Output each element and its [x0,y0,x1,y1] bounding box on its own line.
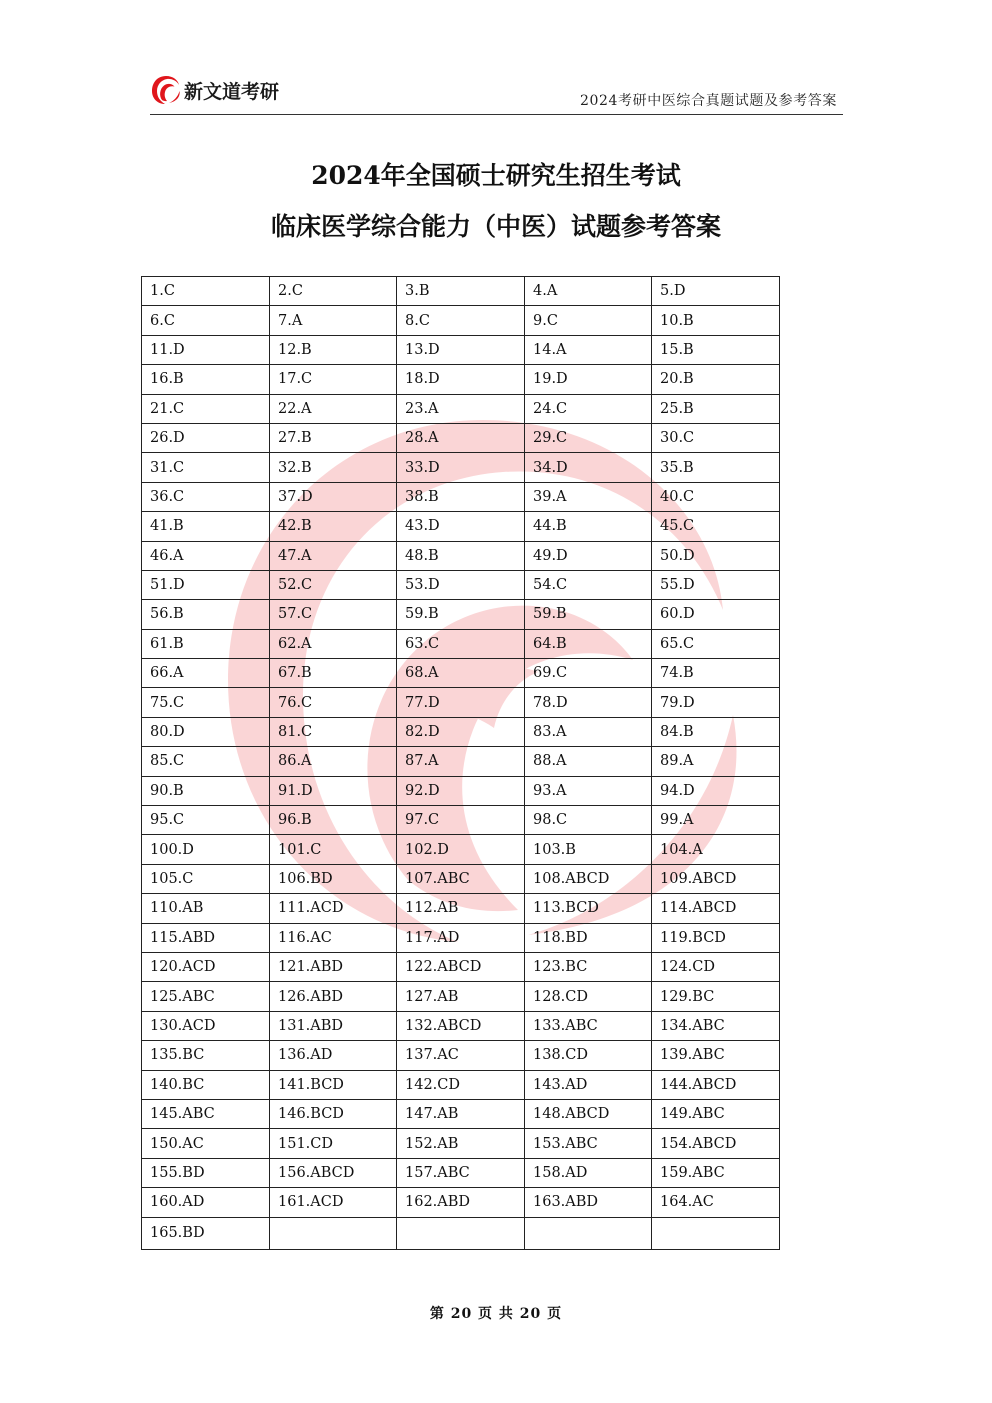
table-row [142,688,780,717]
answer-cell: 22.A [270,394,397,423]
table-row [142,1011,780,1040]
answer-cell: 17.C [270,365,397,394]
answer-cell: 29.C [525,423,652,452]
answer-cell: 12.B [270,335,397,364]
answer-cell: 10.B [652,306,780,335]
table-row [142,570,780,599]
answer-cell: 126.ABD [270,982,397,1011]
answer-cell: 140.BC [142,1070,270,1099]
answer-cell: 98.C [525,806,652,835]
answer-cell [270,1217,397,1249]
answer-cell: 133.ABC [525,1011,652,1040]
table-row [142,659,780,688]
logo-text: 新文道考研 [184,80,280,103]
table-row [142,629,780,658]
answer-cell: 158.AD [525,1158,652,1187]
answer-cell: 147.AB [397,1099,525,1128]
brand-logo [150,74,279,106]
table-row [142,1099,780,1128]
answer-cell: 6.C [142,306,270,335]
table-row [142,1158,780,1187]
answer-cell: 99.A [652,806,780,835]
answer-cell: 82.D [397,717,525,746]
answer-cell: 28.A [397,423,525,452]
answer-cell: 144.ABCD [652,1070,780,1099]
answer-cell: 89.A [652,747,780,776]
answer-cell: 64.B [525,629,652,658]
answer-cell: 94.D [652,776,780,805]
answer-cell [525,1217,652,1249]
answer-cell: 4.A [525,277,652,306]
table-row [142,1188,780,1217]
answer-cell: 135.BC [142,1041,270,1070]
answer-cell: 130.ACD [142,1011,270,1040]
answer-cell: 156.ABCD [270,1158,397,1187]
answer-cell: 84.B [652,717,780,746]
answer-cell: 164.AC [652,1188,780,1217]
answer-cell: 128.CD [525,982,652,1011]
answer-cell: 54.C [525,570,652,599]
answer-cell: 111.ACD [270,894,397,923]
answer-cell: 52.C [270,570,397,599]
answer-cell: 83.A [525,717,652,746]
answer-cell: 163.ABD [525,1188,652,1217]
answer-cell: 127.AB [397,982,525,1011]
table-row [142,1041,780,1070]
answer-cell: 81.C [270,717,397,746]
table-row [142,982,780,1011]
answer-cell: 25.B [652,394,780,423]
answer-cell: 45.C [652,512,780,541]
table-row [142,335,780,364]
table-row [142,776,780,805]
answer-cell: 27.B [270,423,397,452]
answer-cell: 49.D [525,541,652,570]
table-row [142,541,780,570]
answer-cell: 107.ABC [397,864,525,893]
answer-cell: 39.A [525,482,652,511]
answer-cell: 31.C [142,453,270,482]
answer-cell: 87.A [397,747,525,776]
answer-cell: 57.C [270,600,397,629]
answer-cell [652,1217,780,1249]
table-row [142,423,780,452]
answer-cell: 97.C [397,806,525,835]
answer-cell: 34.D [525,453,652,482]
answer-cell: 2.C [270,277,397,306]
answer-cell: 66.A [142,659,270,688]
answer-cell: 55.D [652,570,780,599]
answer-table-body [142,277,780,1250]
answer-cell: 5.D [652,277,780,306]
answer-cell: 14.A [525,335,652,364]
answer-cell: 35.B [652,453,780,482]
answer-cell: 48.B [397,541,525,570]
answer-cell: 41.B [142,512,270,541]
answer-cell: 13.D [397,335,525,364]
answer-cell: 142.CD [397,1070,525,1099]
answer-cell: 44.B [525,512,652,541]
answer-cell: 20.B [652,365,780,394]
answer-cell: 38.B [397,482,525,511]
answer-cell: 100.D [142,835,270,864]
answer-cell: 152.AB [397,1129,525,1158]
answer-cell: 47.A [270,541,397,570]
answer-cell: 151.CD [270,1129,397,1158]
answer-cell: 115.ABD [142,923,270,952]
answer-cell: 16.B [142,365,270,394]
answer-cell: 106.BD [270,864,397,893]
answer-cell: 134.ABC [652,1011,780,1040]
answer-cell: 93.A [525,776,652,805]
answer-cell: 69.C [525,659,652,688]
answer-cell: 3.B [397,277,525,306]
exam-subtitle: 临床医学综合能力（中医）试题参考答案 [270,212,721,241]
table-row [142,512,780,541]
answer-cell: 145.ABC [142,1099,270,1128]
answer-cell: 88.A [525,747,652,776]
table-row [142,306,780,335]
answer-cell: 85.C [142,747,270,776]
answer-cell: 108.ABCD [525,864,652,893]
answer-cell: 160.AD [142,1188,270,1217]
answer-cell: 30.C [652,423,780,452]
answer-cell: 136.AD [270,1041,397,1070]
table-row [142,394,780,423]
answer-cell: 155.BD [142,1158,270,1187]
answer-cell: 43.D [397,512,525,541]
answer-cell: 92.D [397,776,525,805]
answer-cell: 105.C [142,864,270,893]
answer-cell: 121.ABD [270,952,397,981]
answer-cell: 125.ABC [142,982,270,1011]
table-row [142,453,780,482]
answer-cell: 146.BCD [270,1099,397,1128]
answer-cell: 101.C [270,835,397,864]
answer-cell: 137.AC [397,1041,525,1070]
table-row [142,365,780,394]
answer-cell: 117.AD [397,923,525,952]
answer-cell: 11.D [142,335,270,364]
answer-cell: 61.B [142,629,270,658]
answer-cell: 131.ABD [270,1011,397,1040]
answer-cell: 68.A [397,659,525,688]
answer-cell: 32.B [270,453,397,482]
answer-cell: 7.A [270,306,397,335]
answer-cell: 112.AB [397,894,525,923]
answer-cell: 103.B [525,835,652,864]
answer-cell: 149.ABC [652,1099,780,1128]
answer-cell: 148.ABCD [525,1099,652,1128]
answer-cell: 138.CD [525,1041,652,1070]
answer-cell: 109.ABCD [652,864,780,893]
table-row [142,1217,780,1249]
answer-cell: 24.C [525,394,652,423]
answer-cell: 153.ABC [525,1129,652,1158]
answer-cell: 76.C [270,688,397,717]
answer-cell: 122.ABCD [397,952,525,981]
page-header [150,70,843,115]
answer-cell: 36.C [142,482,270,511]
answer-cell: 77.D [397,688,525,717]
answer-cell: 23.A [397,394,525,423]
answer-cell: 79.D [652,688,780,717]
answer-table [141,276,780,1250]
answer-cell: 65.C [652,629,780,658]
table-row [142,600,780,629]
answer-cell: 9.C [525,306,652,335]
answer-cell: 124.CD [652,952,780,981]
answer-cell: 19.D [525,365,652,394]
answer-cell: 143.AD [525,1070,652,1099]
table-row [142,1070,780,1099]
answer-cell [397,1217,525,1249]
answer-cell: 157.ABC [397,1158,525,1187]
page-number: 第 20 页 共 20 页 [429,1306,563,1322]
answer-cell: 159.ABC [652,1158,780,1187]
answer-cell: 15.B [652,335,780,364]
answer-cell: 118.BD [525,923,652,952]
answer-cell: 114.ABCD [652,894,780,923]
answer-cell: 132.ABCD [397,1011,525,1040]
answer-cell: 86.A [270,747,397,776]
answer-cell: 141.BCD [270,1070,397,1099]
answer-cell: 96.B [270,806,397,835]
table-row [142,835,780,864]
answer-cell: 42.B [270,512,397,541]
table-row [142,277,780,306]
answer-cell: 46.A [142,541,270,570]
answer-cell: 18.D [397,365,525,394]
answer-cell: 60.D [652,600,780,629]
answer-cell: 51.D [142,570,270,599]
phoenix-logo-icon [150,74,182,106]
answer-cell: 21.C [142,394,270,423]
answer-cell: 113.BCD [525,894,652,923]
table-row [142,806,780,835]
answer-cell: 150.AC [142,1129,270,1158]
table-row [142,864,780,893]
answer-cell: 95.C [142,806,270,835]
table-row [142,952,780,981]
answer-cell: 102.D [397,835,525,864]
exam-title: 2024年全国硕士研究生招生考试 [311,161,681,190]
table-row [142,747,780,776]
answer-cell: 78.D [525,688,652,717]
answer-cell: 26.D [142,423,270,452]
answer-cell: 1.C [142,277,270,306]
answer-cell: 120.ACD [142,952,270,981]
answer-cell: 37.D [270,482,397,511]
answer-cell: 116.AC [270,923,397,952]
table-row [142,923,780,952]
answer-cell: 123.BC [525,952,652,981]
answer-cell: 119.BCD [652,923,780,952]
answer-cell: 40.C [652,482,780,511]
table-row [142,894,780,923]
answer-cell: 139.ABC [652,1041,780,1070]
answer-cell: 91.D [270,776,397,805]
answer-cell: 104.A [652,835,780,864]
answer-cell: 90.B [142,776,270,805]
answer-cell: 154.ABCD [652,1129,780,1158]
answer-cell: 67.B [270,659,397,688]
answer-cell: 161.ACD [270,1188,397,1217]
answer-cell: 59.B [525,600,652,629]
answer-cell: 129.BC [652,982,780,1011]
document-title: 2024考研中医综合真题试题及参考答案 [579,93,837,109]
answer-cell: 110.AB [142,894,270,923]
answer-cell: 75.C [142,688,270,717]
answer-cell: 63.C [397,629,525,658]
answer-cell: 53.D [397,570,525,599]
answer-cell: 162.ABD [397,1188,525,1217]
table-row [142,482,780,511]
answer-cell: 74.B [652,659,780,688]
answer-cell: 50.D [652,541,780,570]
answer-cell: 62.A [270,629,397,658]
answer-cell: 59.B [397,600,525,629]
table-row [142,1129,780,1158]
answer-cell: 33.D [397,453,525,482]
answer-cell: 56.B [142,600,270,629]
table-row [142,717,780,746]
answer-cell: 80.D [142,717,270,746]
answer-cell: 8.C [397,306,525,335]
answer-cell: 165.BD [142,1217,270,1249]
